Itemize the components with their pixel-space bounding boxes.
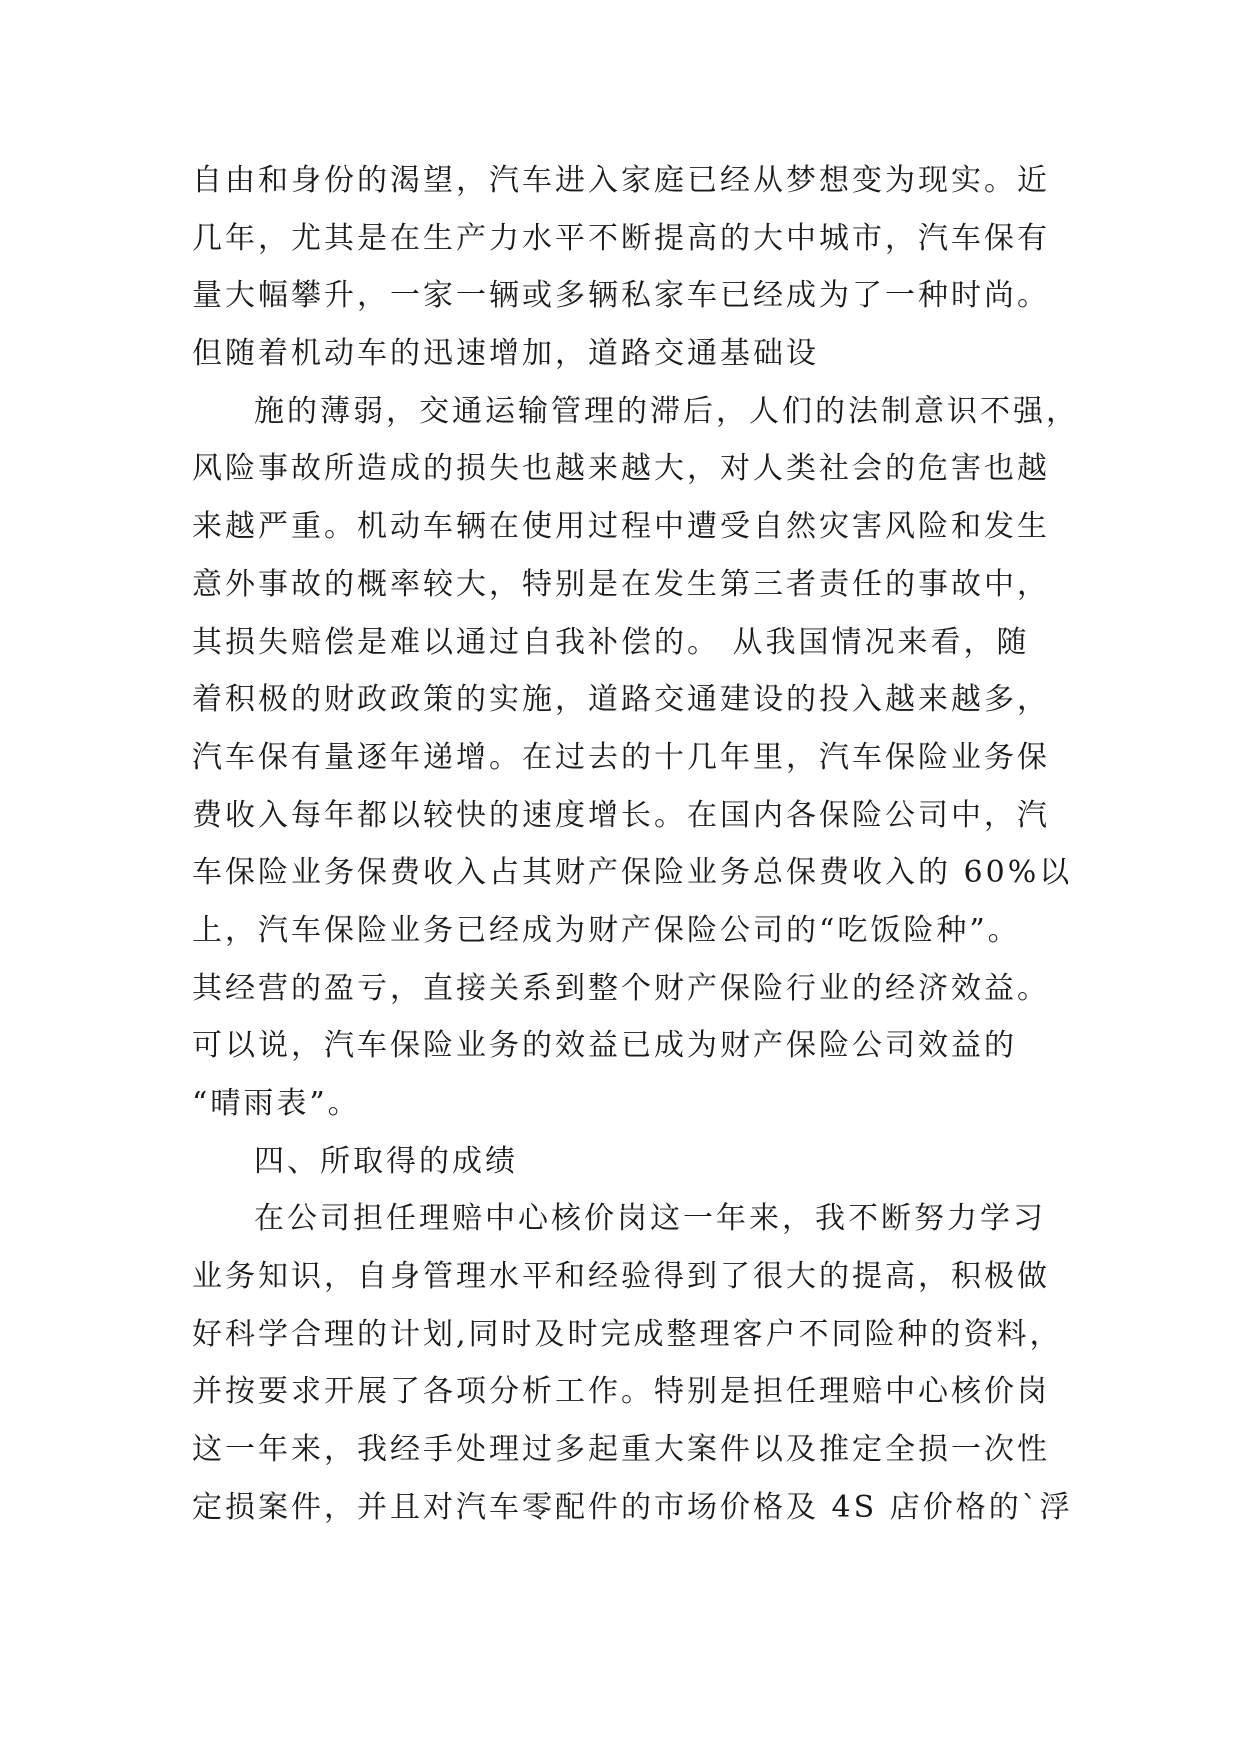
text-line: 汽车保有量逐年递增。在过去的十几年里，汽车保险业务保 <box>192 739 1050 775</box>
text-line: 并按要求开展了各项分析工作。特别是担任理赔中心核价岗 <box>192 1374 1050 1410</box>
text-line: 其经营的盈亏，直接关系到整个财产保险行业的经济效益。 <box>192 970 1050 1006</box>
text-line: 可以说，汽车保险业务的效益已成为财产保险公司效益的 <box>192 1028 1017 1064</box>
text-line: 车保险业务保费收入占其财产保险业务总保费收入的 60%以 <box>192 855 1073 891</box>
text-line: 定损案件，并且对汽车零配件的市场价格及 4S 店价格的`浮 <box>192 1489 1073 1525</box>
text-line: 费收入每年都以较快的速度增长。在国内各保险公司中，汽 <box>192 797 1050 833</box>
text-line: “晴雨表”。 <box>192 1086 361 1121</box>
body-text <box>192 152 1079 1537</box>
section-heading: 四、所取得的成绩 <box>254 1143 518 1179</box>
text-line: 来越严重。机动车辆在使用过程中遭受自然灾害风险和发生 <box>192 509 1050 545</box>
text-line: 量大幅攀升，一家一辆或多辆私家车已经成为了一种时尚。 <box>192 278 1050 314</box>
text-line: 业务知识，自身管理水平和经验得到了很大的提高，积极做 <box>192 1259 1050 1295</box>
text-line: 其损失赔偿是难以通过自我补偿的。 从我国情况来看，随 <box>192 624 1030 660</box>
text-line: 风险事故所造成的损失也越来越大，对人类社会的危害也越 <box>192 451 1050 487</box>
text-line: 自由和身份的渴望，汽车进入家庭已经从梦想变为现实。近 <box>192 163 1050 198</box>
text-line: 但随着机动车的迅速增加，道路交通基础设 <box>192 336 819 372</box>
text-line: 意外事故的概率较大，特别是在发生第三者责任的事故中， <box>192 566 1050 602</box>
text-line: 着积极的财政政策的实施，道路交通建设的投入越来越多， <box>192 682 1050 718</box>
text-line: 好科学合理的计划,同时及时完成整理客户不同险种的资料， <box>192 1316 1063 1352</box>
text-line: 几年，尤其是在生产力水平不断提高的大中城市，汽车保有 <box>192 220 1050 256</box>
text-line: 上，汽车保险业务已经成为财产保险公司的“吃饭险种”。 <box>192 912 1021 948</box>
text-line: 这一年来，我经手处理过多起重大案件以及推定全损一次性 <box>192 1432 1050 1468</box>
paragraph-start-line: 施的薄弱，交通运输管理的滞后，人们的法制意识不强， <box>254 393 1079 429</box>
paragraph-start-line: 在公司担任理赔中心核价岗这一年来，我不断努力学习 <box>254 1201 1046 1237</box>
